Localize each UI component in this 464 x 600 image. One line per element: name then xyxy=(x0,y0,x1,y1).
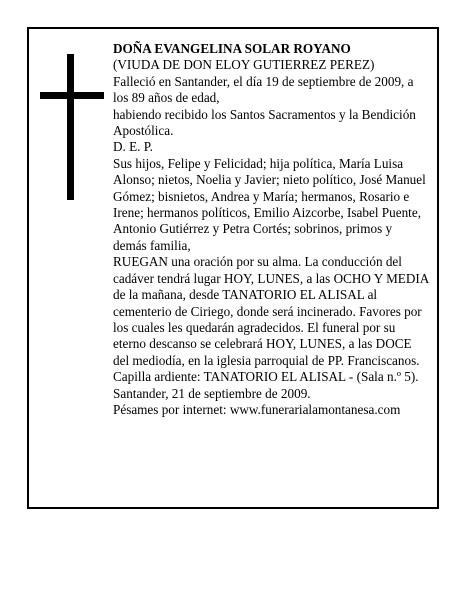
family-list: Sus hijos, Felipe y Felicidad; hija política, María Luisa Alonso; nietos, Noelia y Javier; nieto político, José Manuel Gómez; bisnietos, Andrea y María; hermanos, Rosario e Irene; hermanos políticos, Emilio Aizcorbe, Isabel Puente, Antonio Gutiérrez y Petra Cortés; sobrinos, primos y demás familia, xyxy=(113,155,426,253)
condolences-line: Pésames por internet: www.funerarialamontanesa.com xyxy=(113,401,401,417)
notice-date: Santander, 21 de septiembre de 2009. xyxy=(113,385,311,401)
cross-icon xyxy=(40,54,104,200)
cross-vertical-bar xyxy=(67,54,74,200)
cross-horizontal-bar xyxy=(40,92,104,99)
obituary-notice xyxy=(27,27,439,509)
prayer-request: RUEGAN una oración por su alma. La conducción del cadáver tendrá lugar HOY, LUNES, a las OCHO Y MEDIA de la mañana, desde TANATORIO EL ALISAL al cementerio de Ciriego, donde será incinerado. Favores por los cuales les quedarán agradecidos. El funeral por su eterno descanso se celebrará HOY, LUNES, a las DOCE del mediodía, en la iglesia parroquial de PP. Franciscanos. xyxy=(113,254,429,368)
deceased-name: DOÑA EVANGELINA SOLAR ROYANO xyxy=(113,41,351,56)
notice-text xyxy=(113,41,429,418)
dep-line: D. E. P. xyxy=(113,139,153,155)
death-details: Falleció en Santander, el día 19 de septiembre de 2009, a los 89 años de edad, xyxy=(113,73,414,106)
sacraments-line: habiendo recibido los Santos Sacramentos y la Bendición Apostólica. xyxy=(113,106,416,139)
widow-line: (VIUDA DE DON ELOY GUTIERREZ PEREZ) xyxy=(113,57,375,73)
chapel-line: Capilla ardiente: TANATORIO EL ALISAL - (Sala n.º 5). xyxy=(113,369,419,385)
